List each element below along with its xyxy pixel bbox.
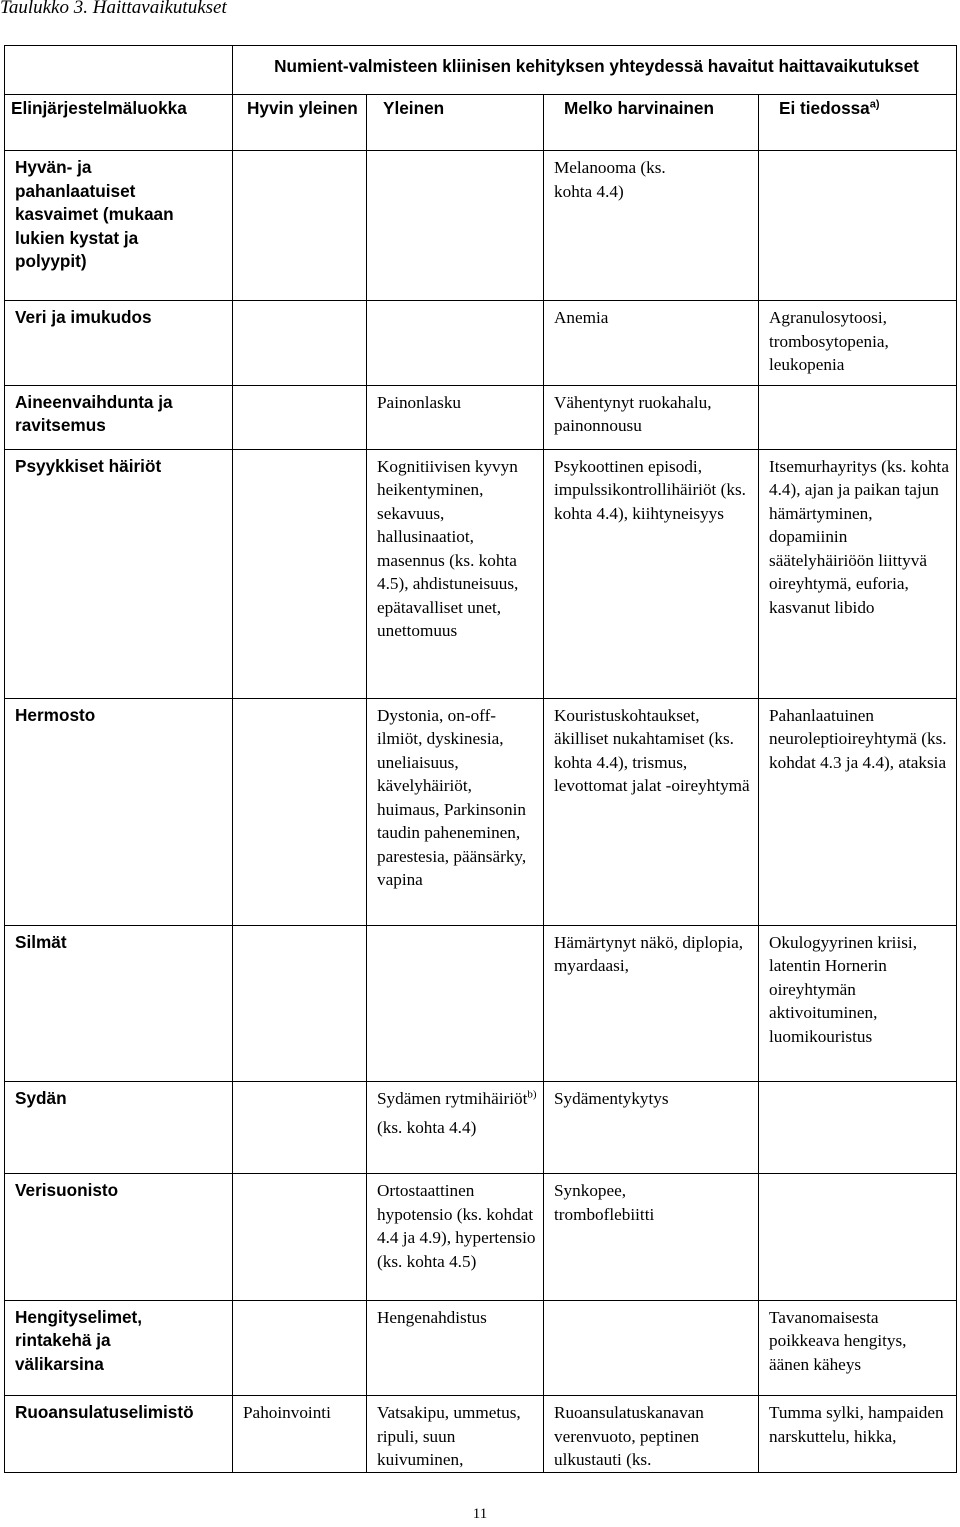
common-cell — [367, 301, 544, 385]
organ-class-cell: Veri ja imukudos — [5, 301, 233, 385]
table-header-row-top — [5, 46, 957, 95]
header-span-cell — [233, 46, 957, 95]
unknown-cell: Agranulosytoosi, trombosytopenia, leukopenia — [759, 301, 957, 385]
table-row — [5, 1300, 957, 1395]
header-empty-cell — [5, 46, 233, 95]
organ-class-cell: Verisuonisto — [5, 1174, 233, 1301]
table-row — [5, 301, 957, 385]
very-common-cell — [233, 1300, 367, 1395]
uncommon-cell: Melanooma (ks. kohta 4.4) — [544, 151, 759, 301]
header-very-common: Hyvin yleinen — [233, 95, 367, 151]
header-organ-class: Elinjärjestelmäluokka — [5, 95, 233, 151]
unknown-cell: Tumma sylki, hampaiden narskuttelu, hikka, — [759, 1396, 957, 1473]
common-cell: Kognitiivisen kyvyn heikentyminen, sekavuus, hallusinaatiot, masennus (ks. kohta 4.5), ahdistuneisuus, epätavalliset unet, unettomuus — [367, 449, 544, 698]
table-caption: Taulukko 3. Haittavaikutukset — [0, 0, 227, 18]
organ-class-cell: Silmät — [5, 925, 233, 1081]
table-header-row — [5, 95, 957, 151]
footnote-mark: b) — [527, 1087, 537, 1100]
organ-class-cell: Ruoansulatuselimistö — [5, 1396, 233, 1473]
header-unknown — [759, 95, 957, 151]
very-common-cell — [233, 698, 367, 925]
common-cell: Dystonia, on-off-ilmiöt, dyskinesia, uneliaisuus, kävelyhäiriöt, huimaus, Parkinsonin taudin paheneminen, parestesia, päänsärky, vapina — [367, 698, 544, 925]
very-common-cell — [233, 151, 367, 301]
uncommon-cell: Vähentynyt ruokahalu, painonnousu — [544, 385, 759, 449]
unknown-cell — [759, 151, 957, 301]
unknown-cell — [759, 1174, 957, 1301]
uncommon-cell: Hämärtynyt näkö, diplopia, myardaasi, — [544, 925, 759, 1081]
table-row — [5, 151, 957, 301]
very-common-cell — [233, 385, 367, 449]
uncommon-cell: Synkopee, tromboflebiitti — [544, 1174, 759, 1301]
organ-class-cell: Hengityselimet, rintakehä ja välikarsina — [5, 1300, 233, 1395]
header-uncommon: Melko harvinainen — [544, 95, 759, 151]
uncommon-cell: Sydämentykytys — [544, 1081, 759, 1173]
common-cell: Hengenahdistus — [367, 1300, 544, 1395]
header-span-title: Numient-valmisteen kliinisen kehityksen yhteydessä havaitut haittavaikutukset — [274, 56, 919, 76]
very-common-cell: Pahoinvointi — [233, 1396, 367, 1473]
common-text: Sydämen rytmihäiriöt — [377, 1088, 528, 1108]
very-common-cell — [233, 1081, 367, 1173]
table-row — [5, 1081, 957, 1173]
very-common-cell — [233, 925, 367, 1081]
table-row — [5, 698, 957, 925]
unknown-cell: Itsemurhayritys (ks. kohta 4.4), ajan ja paikan tajun hämärtyminen, dopamiinin säätelyhäiriöön liittyvä oireyhtymä, euforia, kasvanut libido — [759, 449, 957, 698]
very-common-cell — [233, 301, 367, 385]
header-unknown-footnote-mark: a) — [869, 98, 880, 111]
common-cell — [367, 151, 544, 301]
table-row — [5, 1174, 957, 1301]
uncommon-cell: Kouristuskohtaukset, äkilliset nukahtamiset (ks. kohta 4.4), trismus, levottomat jalat -oireyhtymä — [544, 698, 759, 925]
table-row — [5, 449, 957, 698]
organ-class-cell: Aineenvaihdunta ja ravitsemus — [5, 385, 233, 449]
uncommon-cell — [544, 1300, 759, 1395]
unknown-cell — [759, 385, 957, 449]
common-cell: Vatsakipu, ummetus, ripuli, suun kuivuminen, — [367, 1396, 544, 1473]
organ-class-cell: Hermosto — [5, 698, 233, 925]
organ-class-cell: Hyvän- ja pahanlaatuiset kasvaimet (mukaan lukien kystat ja polyypit) — [5, 151, 233, 301]
common-cell: Painonlasku — [367, 385, 544, 449]
uncommon-cell: Psykoottinen episodi, impulssikontrollihäiriöt (ks. kohta 4.4), kiihtyneisyys — [544, 449, 759, 698]
uncommon-cell: Anemia — [544, 301, 759, 385]
page-number: 11 — [472, 1506, 488, 1522]
header-common: Yleinen — [367, 95, 544, 151]
uncommon-cell: Ruoansulatuskanavan verenvuoto, peptinen ulkustauti (ks. — [544, 1396, 759, 1473]
common-reference: (ks. kohta 4.4) — [377, 1118, 477, 1138]
table-row — [5, 385, 957, 449]
common-cell: Ortostaattinen hypotensio (ks. kohdat 4.4 ja 4.9), hypertensio (ks. kohta 4.5) — [367, 1174, 544, 1301]
organ-class-cell: Psyykkiset häiriöt — [5, 449, 233, 698]
common-cell — [367, 925, 544, 1081]
very-common-cell — [233, 449, 367, 698]
unknown-cell: Okulogyyrinen kriisi, latentin Hornerin oireyhtymän aktivoituminen, luomikouristus — [759, 925, 957, 1081]
table-row — [5, 925, 957, 1081]
organ-class-cell: Sydän — [5, 1081, 233, 1173]
header-unknown-label: Ei tiedossa — [779, 98, 870, 119]
very-common-cell — [233, 1174, 367, 1301]
unknown-cell — [759, 1081, 957, 1173]
common-cell — [367, 1081, 544, 1173]
unknown-cell: Pahanlaatuinen neuroleptioireyhtymä (ks. kohdat 4.3 ja 4.4), ataksia — [759, 698, 957, 925]
table-row — [5, 1396, 957, 1473]
adverse-effects-table — [4, 45, 957, 1473]
unknown-cell: Tavanomaisesta poikkeava hengitys, äänen käheys — [759, 1300, 957, 1395]
